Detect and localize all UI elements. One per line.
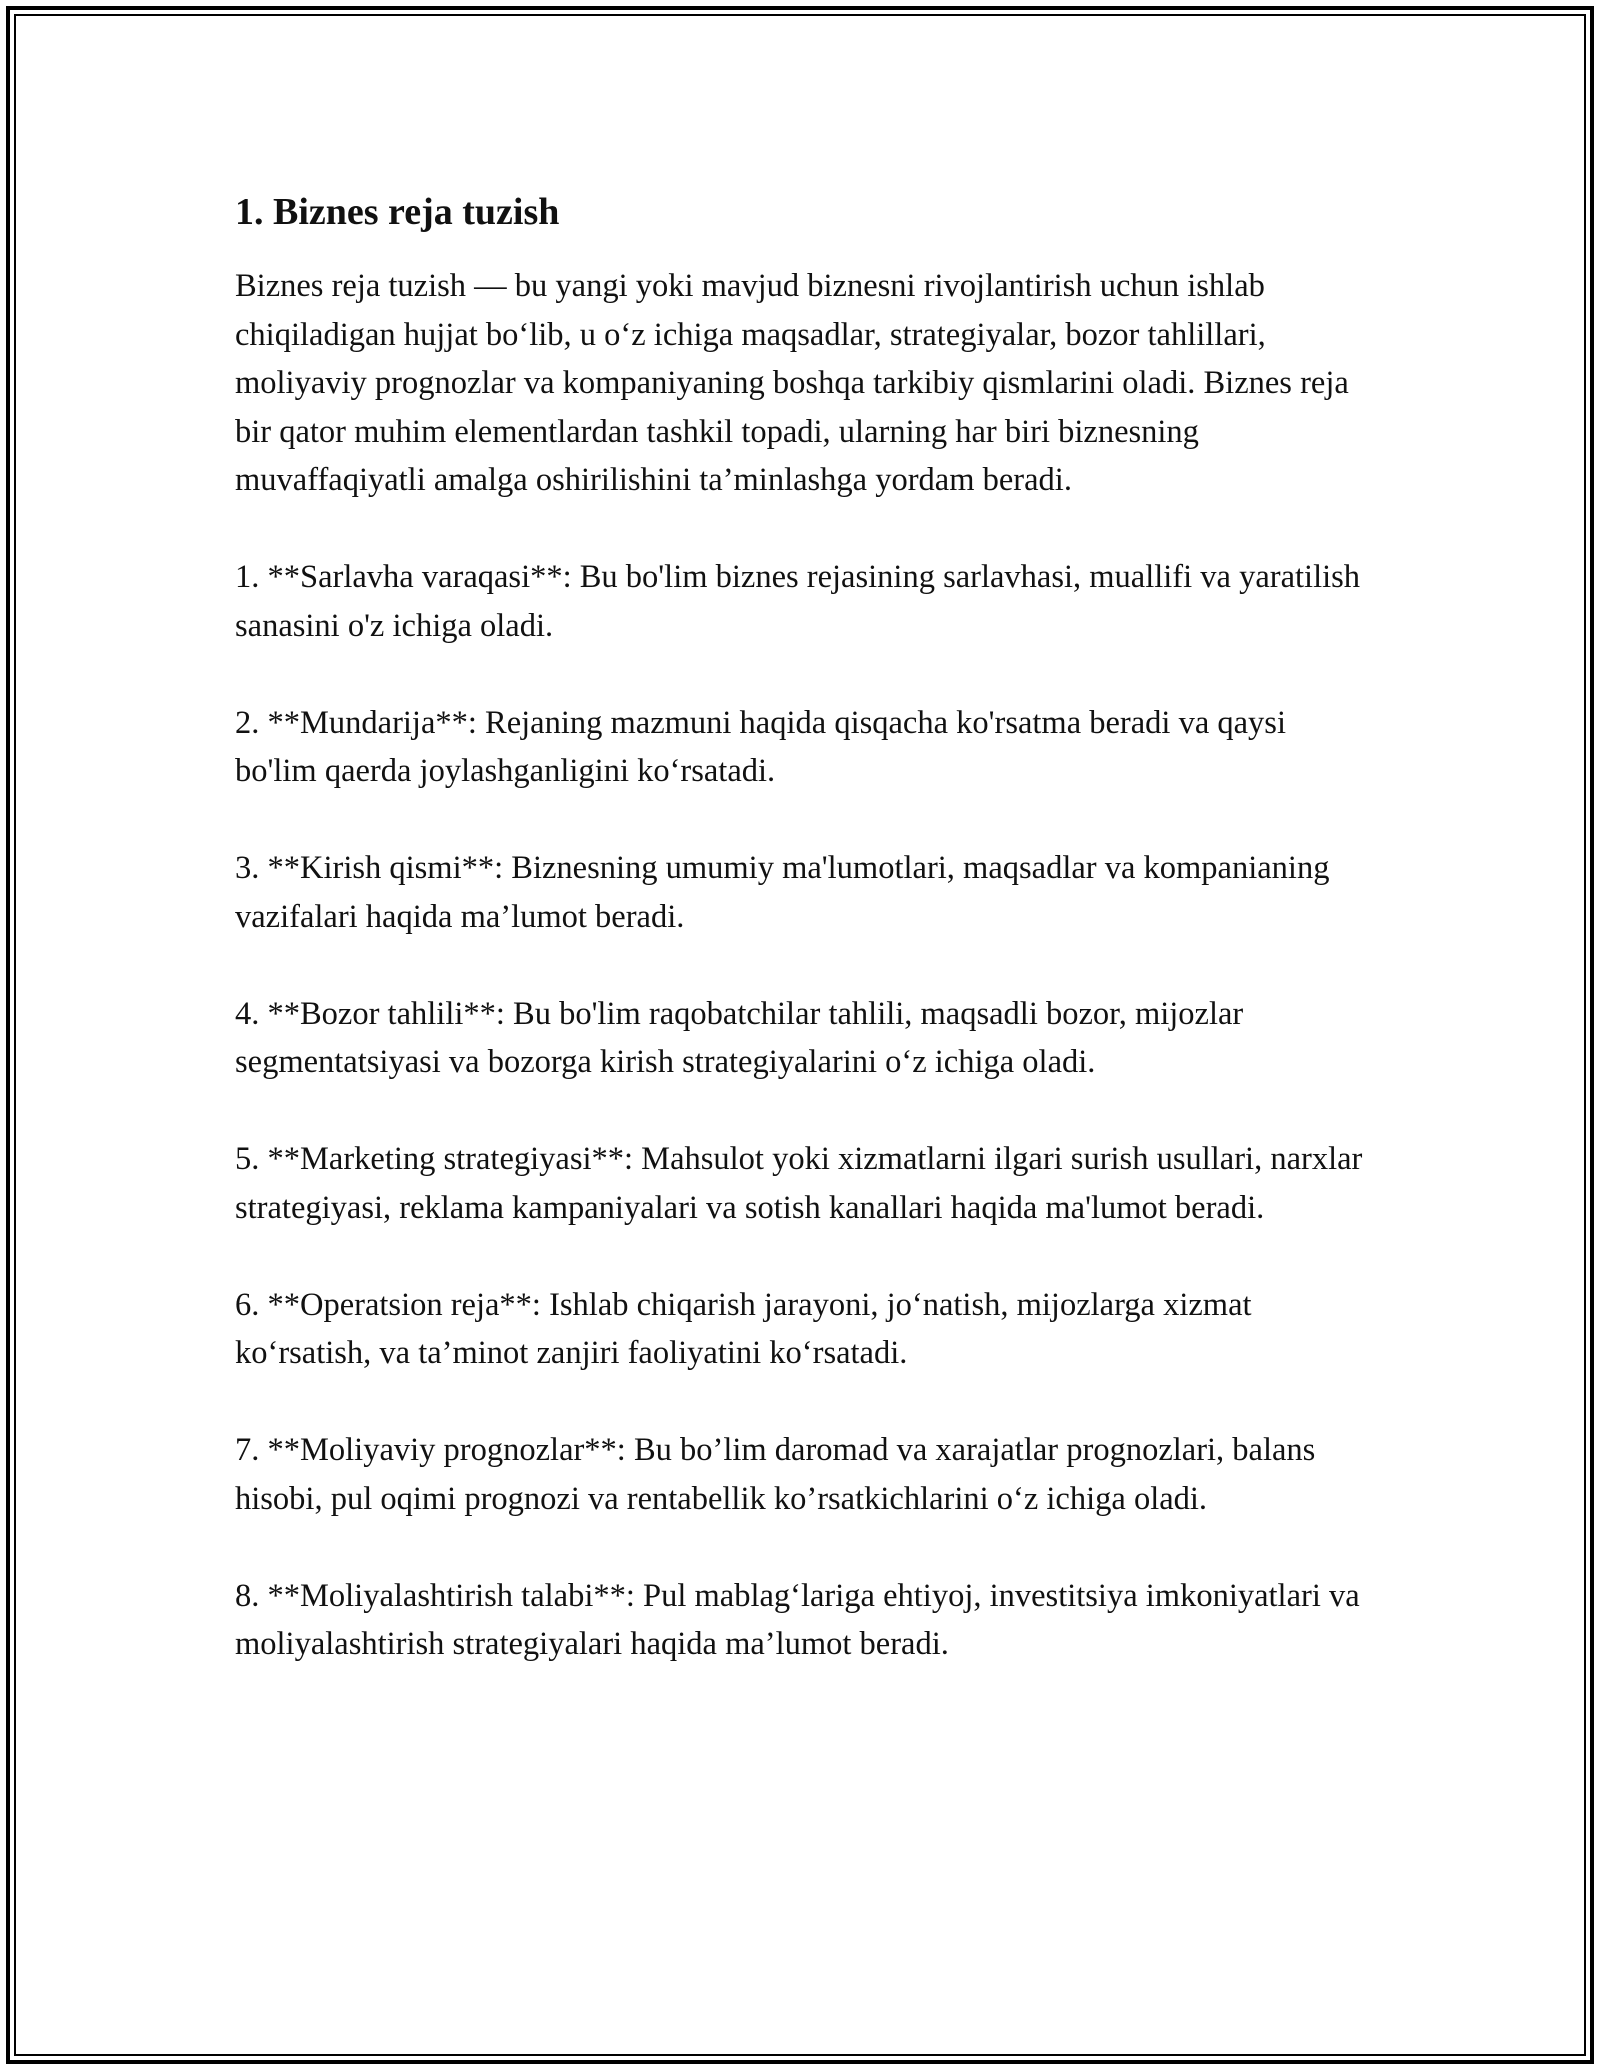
list-item-market-analysis: 4. **Bozor tahlili**: Bu bo'lim raqobatchilar tahlili, maqsadli bozor, mijozlar segmentatsiyasi va bozorga kirish strategiyalarini o‘z ichiga oladi. <box>235 995 1244 1080</box>
list-item-marketing-strategy: 5. **Marketing strategiyasi**: Mahsulot yoki xizmatlarni ilgari surish usullari, narxlar strategiyasi, reklama kampaniyalari va sotish kanallari haqida ma'lumot beradi. <box>235 1141 1363 1226</box>
list-item-title-page: 1. **Sarlavha varaqasi**: Bu bo'lim biznes rejasining sarlavhasi, muallifi va yaratilish sanasini o'z ichiga oladi. <box>235 559 1361 644</box>
list-item-operational-plan: 6. **Operatsion reja**: Ishlab chiqarish jarayoni, jo‘natish, mijozlarga xizmat ko‘rsatish, va ta’minot zanjiri faoliyatini ko‘rsatadi. <box>235 1286 1252 1371</box>
list-item-funding-request: 8. **Moliyalashtirish talabi**: Pul mablag‘lariga ehtiyoj, investitsiya imkoniyatlari va moliyalashtirish strategiyalari haqida ma’lumot beradi. <box>235 1577 1360 1662</box>
list-item-table-of-contents: 2. **Mundarija**: Rejaning mazmuni haqida qisqacha ko'rsatma beradi va qaysi bo'lim qaerda joylashganligini ko‘rsatadi. <box>235 704 1286 789</box>
document-body <box>235 188 1375 1717</box>
list-item-introduction: 3. **Kirish qismi**: Biznesning umumiy ma'lumotlari, maqsadlar va kompanianing vazifalari haqida ma’lumot beradi. <box>235 850 1330 935</box>
intro-paragraph: Biznes reja tuzish — bu yangi yoki mavjud biznesni rivojlantirish uchun ishlab chiqiladigan hujjat bo‘lib, u o‘z ichiga maqsadlar, strategiyalar, bozor tahlillari, moliyaviy prognozlar va kompaniyaning boshqa tarkibiy qismlarini oladi. Biznes reja bir qator muhim elementlardan tashkil topadi, ularning har biri biznesning muvaffaqiyatli amalga oshirilishini ta’minlashga yordam beradi. <box>235 268 1349 498</box>
list-item-financial-forecasts: 7. **Moliyaviy prognozlar**: Bu bo’lim daromad va xarajatlar prognozlari, balans hisobi, pul oqimi prognozi va rentabellik ko’rsatkichlarini o‘z ichiga oladi. <box>235 1432 1316 1517</box>
page-title: 1. Biznes reja tuzish <box>235 191 560 233</box>
